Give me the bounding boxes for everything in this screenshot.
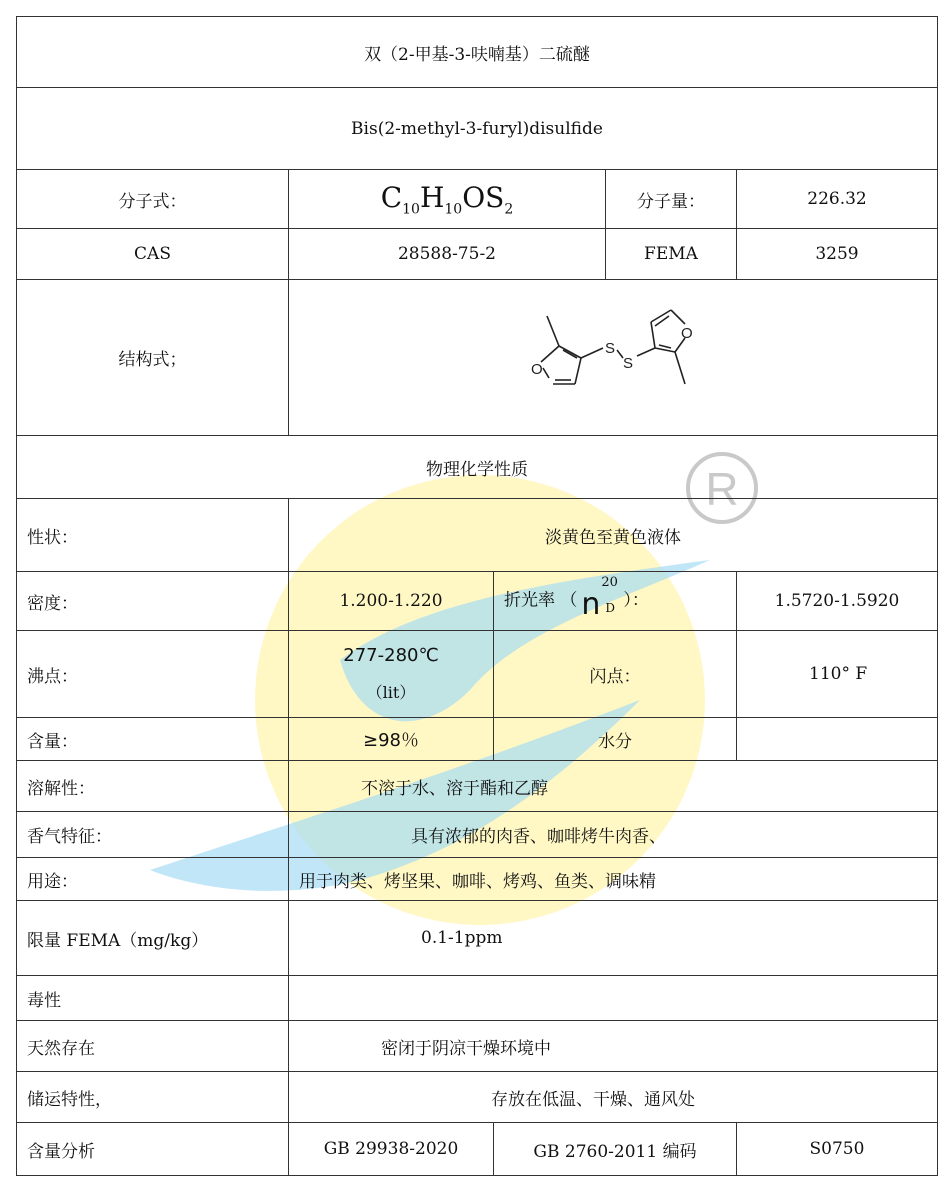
natural-label: 天然存在 (17, 1021, 289, 1072)
odor-value: 具有浓郁的肉香、咖啡烤牛肉香、 (289, 812, 938, 858)
refractive-value: 1.5720-1.5920 (737, 572, 938, 631)
structure-label: 结构式； (17, 280, 289, 436)
structure-diagram (519, 298, 719, 418)
solubility-label: 溶解性： (17, 761, 289, 812)
flash-value: 110° F (737, 631, 938, 718)
boiling-value: 277-280℃ (343, 645, 439, 666)
toxicity-value (289, 976, 938, 1021)
usage-value: 用于肉类、烤坚果、咖啡、烤鸡、鱼类、调味精 (289, 858, 938, 901)
title-cn: 双（2-甲基-3-呋喃基）二硫醚 (17, 17, 938, 88)
limit-label: 限量 FEMA（mg/kg） (17, 901, 289, 976)
refractive-symbol: n 20 D (581, 575, 618, 622)
analysis-std1: GB 29938-2020 (289, 1123, 494, 1176)
analysis-label: 含量分析 (17, 1123, 289, 1176)
cas-label: CAS (17, 229, 289, 280)
atom-o-right: O (681, 324, 693, 342)
atom-s-left: S (605, 339, 616, 357)
analysis-std2: GB 2760-2011 编码 (494, 1123, 737, 1176)
boiling-cell (289, 631, 494, 718)
mw-label: 分子量： (606, 170, 737, 229)
fema-value: 3259 (737, 229, 938, 280)
watermark-registered-letter: R (705, 463, 739, 515)
appearance-label: 性状： (17, 499, 289, 572)
storage-label: 储运特性， (17, 1072, 289, 1123)
title-en: Bis(2-methyl-3-furyl)disulfide (17, 88, 938, 170)
toxicity-label: 毒性 (17, 976, 289, 1021)
content-label: 含量： (17, 718, 289, 761)
natural-value: 密闭于阴凉干燥环境中 (289, 1021, 938, 1072)
flash-label: 闪点： (494, 631, 737, 718)
water-label: 水分 (494, 718, 737, 761)
structure-cell (289, 280, 938, 436)
cas-value: 28588-75-2 (289, 229, 606, 280)
limit-value: 0.1-1ppm (289, 901, 938, 976)
storage-value: 存放在低温、干燥、通风处 (289, 1072, 938, 1123)
density-value: 1.200-1.220 (289, 572, 494, 631)
odor-label: 香气特征： (17, 812, 289, 858)
product-spec-table (16, 16, 938, 1176)
density-label: 密度： (17, 572, 289, 631)
atom-o-left: O (531, 360, 543, 378)
molecular-formula: $C_{10}H_{10}OS_2$ (289, 170, 606, 229)
water-value (737, 718, 938, 761)
refractive-label: 折光率 （ n 20 D ）： (494, 572, 737, 631)
content-value: ≥98％ (289, 718, 494, 761)
usage-label: 用途： (17, 858, 289, 901)
section-header: 物理化学性质 (17, 436, 938, 499)
mw-value: 226.32 (737, 170, 938, 229)
boiling-label: 沸点： (17, 631, 289, 718)
solubility-value: 不溶于水、溶于酯和乙醇 (289, 761, 938, 812)
analysis-code: S0750 (737, 1123, 938, 1176)
atom-s-right: S (623, 354, 634, 372)
formula-label: 分子式： (17, 170, 289, 229)
fema-label: FEMA (606, 229, 737, 280)
boiling-note: （lit） (366, 683, 416, 702)
appearance-value: 淡黄色至黄色液体 (289, 499, 938, 572)
